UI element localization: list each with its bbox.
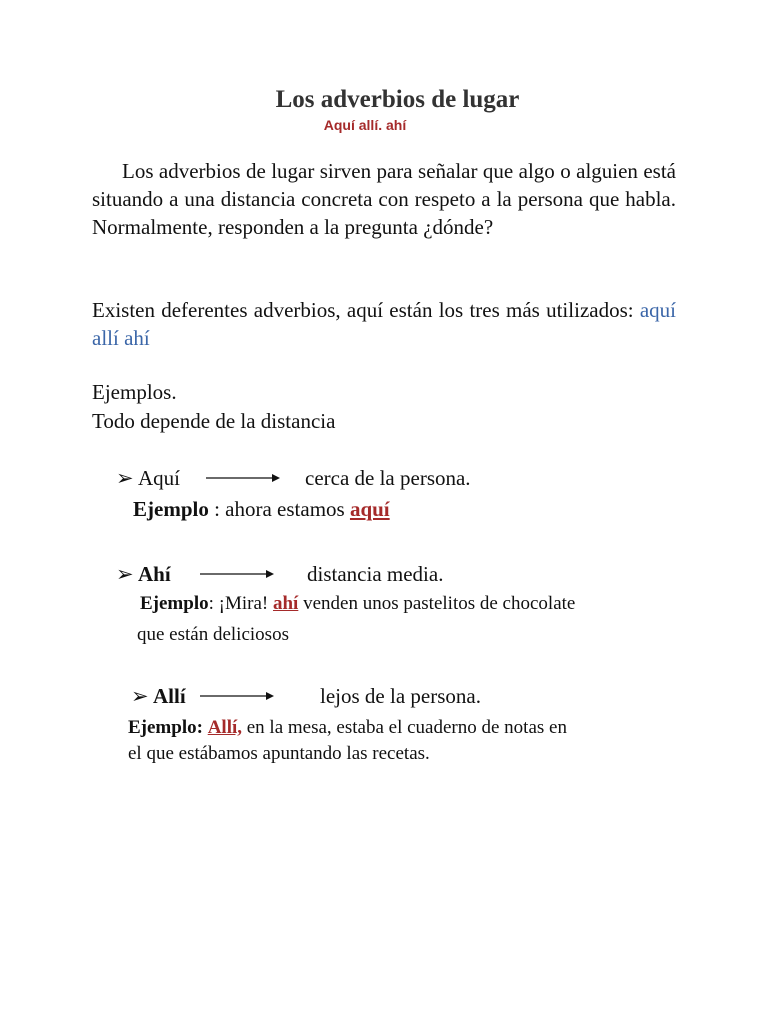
item-example — [128, 714, 567, 741]
item-ahi — [116, 560, 171, 588]
existen-paragraph — [92, 296, 676, 352]
item-alli — [131, 682, 186, 710]
item-word: Allí — [153, 684, 186, 708]
example-highlight: Allí, — [207, 717, 242, 738]
item-example — [133, 496, 390, 523]
example-label: Ejemplo — [133, 497, 209, 521]
bullet-icon: ➢ — [131, 684, 149, 708]
example-text: : ahora estamos — [208, 497, 350, 521]
example-text: : ¡Mira! — [208, 593, 273, 614]
item-example-line2: que están deliciosos — [137, 624, 289, 645]
page-subtitle: Aquí allí. ahí — [323, 117, 407, 133]
distance-line: Todo depende de la distancia — [92, 409, 336, 433]
bullet-icon: ➢ — [116, 466, 134, 490]
arrow-right-icon — [206, 472, 280, 484]
item-example-line2: el que estábamos apuntando las recetas. — [128, 743, 430, 764]
arrow-right-icon — [200, 568, 274, 580]
arrow-right-icon — [200, 690, 274, 702]
example-rest: venden unos pastelitos de chocolate — [298, 593, 576, 614]
example-highlight: aquí — [349, 497, 390, 521]
item-meaning: lejos de la persona. — [320, 684, 481, 708]
page-title: Los adverbios de lugar — [275, 86, 520, 113]
bullet-icon: ➢ — [116, 562, 134, 586]
example-label: Ejemplo: — [128, 717, 203, 738]
adverbs-highlight: aquí allí ahí — [92, 298, 676, 350]
example-label: Ejemplo — [140, 593, 209, 614]
item-example — [140, 590, 575, 617]
example-highlight: ahí — [272, 593, 299, 614]
item-aqui — [116, 464, 180, 492]
examples-heading: Ejemplos. — [92, 380, 177, 404]
item-word: Aquí — [138, 466, 180, 490]
example-rest: en la mesa, estaba el cuaderno de notas en — [242, 717, 567, 738]
item-meaning: cerca de la persona. — [305, 466, 471, 490]
existen-text: Existen deferentes adverbios, aquí están los tres más utilizados: — [92, 298, 640, 322]
intro-paragraph: Los adverbios de lugar sirven para señalar que algo o alguien está situando a una distancia concreta con respeto a la persona que habla. Normalmente, responden a la pregunta ¿dónde? — [92, 159, 676, 239]
item-meaning: distancia media. — [307, 562, 444, 586]
item-word: Ahí — [138, 562, 171, 586]
